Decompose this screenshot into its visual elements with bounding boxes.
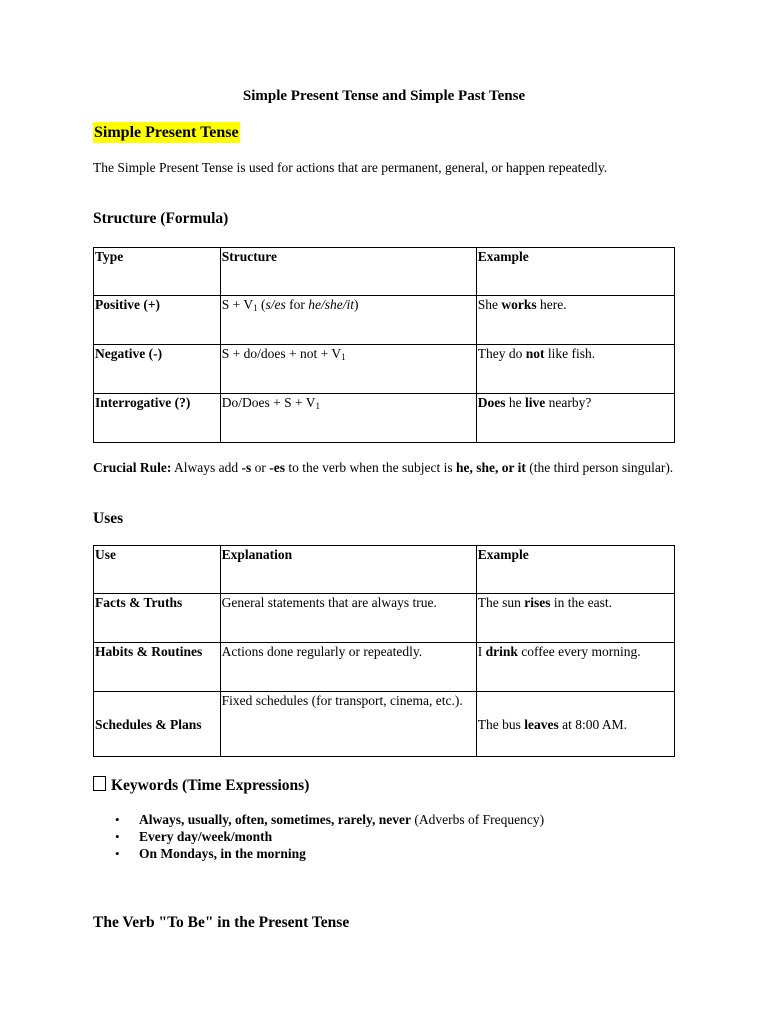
intro-paragraph: The Simple Present Tense is used for actions that are permanent, general, or happen repeatedly.: [93, 160, 608, 175]
structure-cell: $S + V_1$ (s/es for he/she/it): [220, 296, 476, 345]
example-cell: The bus leaves at 8:00 AM.: [476, 692, 674, 757]
uses-table: [93, 545, 675, 757]
table-row: [94, 643, 675, 692]
keywords-list: [115, 811, 544, 862]
uses-heading: Uses: [93, 510, 124, 527]
crucial-rule-paragraph: Crucial Rule: Always add -s or -es to the verb when the subject is he, she, or it (the third person singular).: [93, 460, 674, 475]
example-cell: They do not like fish.: [476, 345, 674, 394]
table-header-cell: Structure: [220, 248, 476, 296]
table-header-cell: Use: [94, 546, 221, 594]
type-cell: Positive (+): [94, 296, 221, 345]
table-header-row: [94, 248, 675, 296]
document-title: Simple Present Tense and Simple Past Tense: [242, 88, 526, 104]
table-header-cell: Example: [476, 546, 674, 594]
example-cell: Does he live nearby?: [476, 394, 674, 443]
structure-cell: Do/Does + $S + V_1$: [220, 394, 476, 443]
example-cell: She works here.: [476, 296, 674, 345]
list-item: • On Mondays, in the morning: [115, 846, 306, 861]
keywords-heading: Keywords (Time Expressions): [93, 776, 309, 795]
use-cell: Habits & Routines: [94, 643, 221, 692]
to-be-heading: The Verb "To Be" in the Present Tense: [93, 914, 350, 931]
table-row: [94, 296, 675, 345]
structure-cell: S + do/does + not + $V_1$: [220, 345, 476, 394]
table-header-cell: Type: [94, 248, 221, 296]
table-row: [94, 345, 675, 394]
explanation-cell: Actions done regularly or repeatedly.: [220, 643, 476, 692]
example-cell: The sun rises in the east.: [476, 594, 674, 643]
list-item: • Every day/week/month: [115, 829, 273, 844]
list-item: • Always, usually, often, sometimes, rarely, never (Adverbs of Frequency): [115, 812, 545, 827]
structure-table: [93, 247, 675, 443]
table-header-cell: Explanation: [220, 546, 476, 594]
table-row: [94, 394, 675, 443]
table-header-row: [94, 546, 675, 594]
bullet-icon: •: [115, 829, 120, 844]
section-heading-highlighted: Simple Present Tense: [94, 124, 239, 141]
explanation-cell: Fixed schedules (for transport, cinema, etc.).: [220, 692, 476, 757]
type-cell: Interrogative (?): [94, 394, 221, 443]
structure-heading: Structure (Formula): [93, 210, 229, 227]
table-row: [94, 692, 675, 757]
bullet-icon: •: [115, 812, 120, 827]
example-cell: I drink coffee every morning.: [476, 643, 674, 692]
explanation-cell: General statements that are always true.: [220, 594, 476, 643]
missing-glyph-icon: [93, 776, 106, 791]
use-cell: Facts & Truths: [94, 594, 221, 643]
type-cell: Negative (-): [94, 345, 221, 394]
bullet-icon: •: [115, 846, 120, 861]
table-row: [94, 594, 675, 643]
use-cell: Schedules & Plans: [94, 692, 221, 757]
table-header-cell: Example: [476, 248, 674, 296]
